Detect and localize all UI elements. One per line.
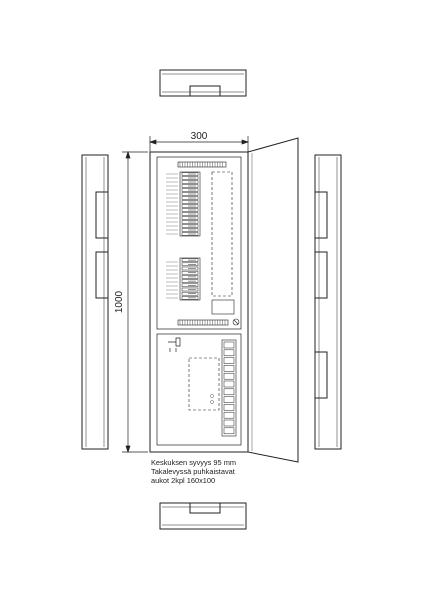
terminal-block (224, 373, 234, 379)
terminal-block (224, 350, 234, 356)
height-label: 1000 (114, 290, 125, 314)
terminal-block (224, 365, 234, 371)
height-dimension (122, 152, 148, 452)
terminal-block (224, 358, 234, 364)
top-terminal-rail (178, 162, 226, 167)
terminal-block (224, 389, 234, 395)
width-label: 300 (190, 131, 208, 142)
lower-terminal-column (222, 340, 236, 436)
bottom-view (160, 503, 246, 529)
terminal-block (224, 404, 234, 410)
terminal-block (224, 342, 234, 348)
meter-area-dashed (212, 172, 232, 296)
left-side-view (82, 155, 108, 449)
terminal-block (224, 428, 234, 434)
note-line-3: aukot 2kpl 160x100 (151, 476, 216, 485)
terminal-block (224, 420, 234, 426)
breaker-column (180, 172, 200, 300)
top-view (160, 70, 246, 96)
lower-dashed-area (189, 358, 219, 410)
label-strips (166, 174, 178, 298)
bottom-terminal-rail (178, 320, 228, 325)
notes (151, 458, 236, 485)
right-side-view (315, 155, 341, 449)
earth-symbol (168, 338, 180, 352)
lower-small-marks (211, 395, 214, 404)
terminal-block (224, 412, 234, 418)
open-door (248, 138, 298, 462)
terminal-block (224, 381, 234, 387)
note-line-2: Takalevyssä puhkaistavat (151, 467, 235, 476)
terminal-block (224, 397, 234, 403)
note-line-1: Keskuksen syvyys 95 mm (151, 458, 237, 467)
